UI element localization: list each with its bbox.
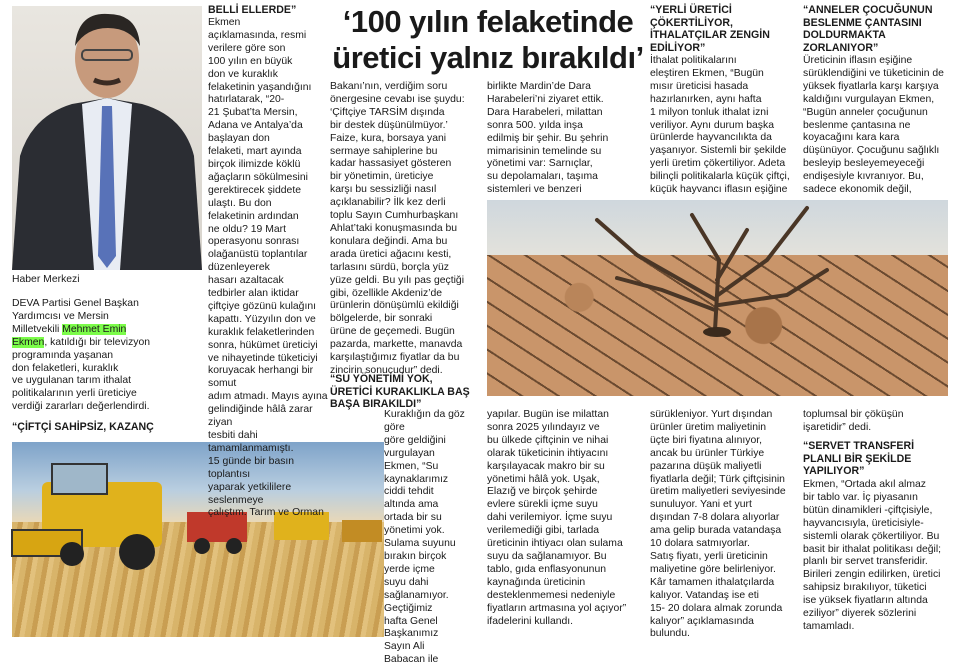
col5-body-2: sürükleniyor. Yurt dışından ürünler üretim maliyetinin üçte biri fiyatına alınıyor, ancak bu ürünler Türkiye pazarına düşük maliyetli fiyatlarla değil; Türk çiftçisinin üretim maliyetleri seviyesinde sunuluyor. Yani et yurt dışından 7-8 dolara alıyorlar ama gelip burada vatandaşa 10 dolara satmıyorlar. Satış fiyatı, yerli üreticinin maliyetine göre belirleniyor. Kâr tamamen ithalatçılarda kalıyor. Vatandaş ise eti 15- 20 dolara almak zorunda kalıyor” açıklamasında bulundu. <box>650 409 786 640</box>
col5-heading: “YERLİ ÜRETİCİ ÇÖKERTİLİYOR, İTHALATÇILAR ZENGİN EDİLİYOR” <box>650 4 770 54</box>
col6-body-1: Üreticinin iflasın eşiğine sürüklendiğini ve tüketicinin de yüksek fiyatlarla karşı karşıya kaldığını vurgulayan Ekmen, “Bugün anneler çocuğunun beslenme çantasına ne koyacağını kara kara düşünüyor. Çocuğunu sağlıklı besleyip besleyemeyeceği endişesiyle kıvranıyor. Bu, sadece ekonomik değil, <box>803 55 944 196</box>
harvester-illustration <box>12 442 384 637</box>
col6-body-3: Ekmen, “Ortada akıl almaz bir tablo var. İç piyasanın bütün dinamikleri -çiftçisiyle, hayvancısıyla, üreticisiyle- sistemli olarak çökertiliyor. Bu basit bir ithalat politikası değil; planlı bir servet transferidir. Birileri zengin edilirken, üretici sahipsiz bırakılıyor, tüketici ise yüksek fiyatların altında eziliyor” diyerek sözlerini tamamladı. <box>803 479 942 632</box>
col4-body-2: yapılar. Bugün ise milattan sonra 2025 yılındayız ve bu ülkede çiftçinin ve nihai olarak tüketicinin ihtiyacını karşılayacak makro bir su yönetimi hâlâ yok. Uşak, Elazığ ve birçok şehirde evlere sürekli içme suyu dahi verilemiyor. İçme suyu verilemediği gibi, tarlada üreticinin ihtiyacı olan sulama suyu da sağlanamıyor. Bu tablo, gıda enflasyonunun kaynağında üreticinin desteklenmemesi nedeniyle fiyatların artmasına yol açıyor” ifadelerini kullandı. <box>487 409 627 627</box>
drought-photo <box>487 200 948 396</box>
col3-body-1: Bakanı’nın, verdiğim soru önergesine cevabı ise şuydu: ‘Çiftçiye TARSİM dışında bir destek düşünülmüyor.’ Faize, kura, borsaya yani sermaye sahiplerine bu kadar hassasiyet gösteren bir yönetimin, üreticiye karşı bu sessizliği nasıl açıklanabilir? İlk kez derli toplu Sayın Cumhurbaşkanı Ahlat’taki konuşmasında bu konulara değindi. Ama bu arada üretici ağacını kesti, tarlasını sürdü, borçla yüz yüze geldi. Bu yılı pas geçtiği gibi, özellikle Akdeniz’de ürünlerin dönüşümlü ekildiği bölgelerde, bir sonraki ürüne de geçemedi. Bugün pazarda, markette, manavda karşılaştığımız fiyatlar da bu zincirin sonucudur” dedi. <box>330 81 465 376</box>
dead-tree-illustration <box>487 200 948 396</box>
col2-body: Ekmen açıklamasında, resmi verilere göre son 100 yılın en büyük don ve kuraklık felaketinin yaşandığını hatırlatarak, “20- 21 Şubat’ta Mersin, Adana ve Antalya’da başlayan don felaketi, mart ayında birçok ilimizde köklü ağaçların sökülmesini gerektirecek şiddete ulaştı. Bu don felaketinin ardından ne oldu? 19 Mart operasyonu sonrası olağanüstü toplantılar düzenleyerek hasarı azaltacak tedbirler alan iktidar çiftçiye gözünü kulağını kapattı. Yüzyılın don ve kuraklık felaketlerinden sonra, hükümet üreticiyi ve nihayetinde tüketiciyi koruyacak herhangi bir somut adım atmadı. Mayıs ayına gelindiğinde hâlâ zarar ziyan tesbiti dahi tamamlanmamıştı. 15 günde bir basın toplantısı yaparak yetkililere seslenmeye çalıştım. Tarım ve Orman <box>208 17 328 519</box>
harvest-photo <box>12 442 384 637</box>
photo-caption: Haber Merkezi <box>12 274 80 285</box>
headline: ‘100 yılın felaketinde üretici yalnız bırakıldı’ <box>332 4 644 75</box>
intro-paragraph <box>12 298 207 414</box>
col6-heading-2: “SERVET TRANSFERİ PLANLI BİR ŞEKİLDE YAPILIYOR” <box>803 440 915 478</box>
col6-heading: “ANNELER ÇOCUĞUNUN BESLENME ÇANTASINI DOLDURMAKTA ZORLANIYOR” <box>803 4 933 54</box>
intro-after: , katıldığı bir televizyon programında yaşanan don felaketleri, kuraklık ve uygulanan tarım ithalat politikalarının yerli üreticiye verdiği zararları değerlendirdi. <box>12 336 151 413</box>
name-highlight-2: Ekmen <box>12 336 45 348</box>
intro-before: DEVA Partisi Genel Başkan Yardımcısı ve Mersin Milletvekili <box>12 298 139 335</box>
col2-heading: BELLİ ELLERDE” <box>208 4 297 16</box>
col3-body-2: Kuraklığın da göz göre göre geldiğini vurgulayan Ekmen, “Su kaynaklarımız ciddi tehdit altında ama ortada bir su yönetimi yok. Sulama suyunu bırakın birçok yerde içme suyu dahi sağlanamıyor. Geçtiğimiz hafta Genel Başkanımız Sayın Ali Babacan ile <box>384 409 465 666</box>
col6-body-2: toplumsal bir çöküşün işaretidir” dedi. <box>803 409 904 433</box>
section-heading-ciftci: “ÇİFTÇİ SAHİPSİZ, KAZANÇ <box>12 421 154 433</box>
col4-body-1: birlikte Mardin’de Dara Harabeleri’ni ziyaret ettik. Dara Harabeleri, milattan sonra 500. yılda inşa edilmiş bir şehir. Bu şehrin mimarisinin temelinde su yönetimi var: Sarnıçlar, su depolamaları, taşıma sistemleri ve benzeri <box>487 81 609 196</box>
portrait-illustration <box>12 6 202 270</box>
portrait-photo <box>12 6 202 270</box>
col5-body-1: İthalat politikalarını eleştiren Ekmen, “Bugün mısır üreticisi hasada hazırlanırken, aynı hafta 1 milyon tonluk ithalat izni veriliyor. Aynı durum başka ürünlerde hayvancılıkta da yaşanıyor. Sistemli bir şekilde yerli üretim çökertiliyor. Adeta bilinçli politikalarla küçük çiftçi, küçük hayvancı iflasın eşiğine <box>650 55 790 196</box>
name-highlight-1: Mehmet Emin <box>62 323 127 335</box>
col3-heading: “SU YÖNETİMİ YOK, ÜRETİCİ KURAKLIKLA BAŞ BAŞA BIRAKILDI” <box>330 373 470 411</box>
